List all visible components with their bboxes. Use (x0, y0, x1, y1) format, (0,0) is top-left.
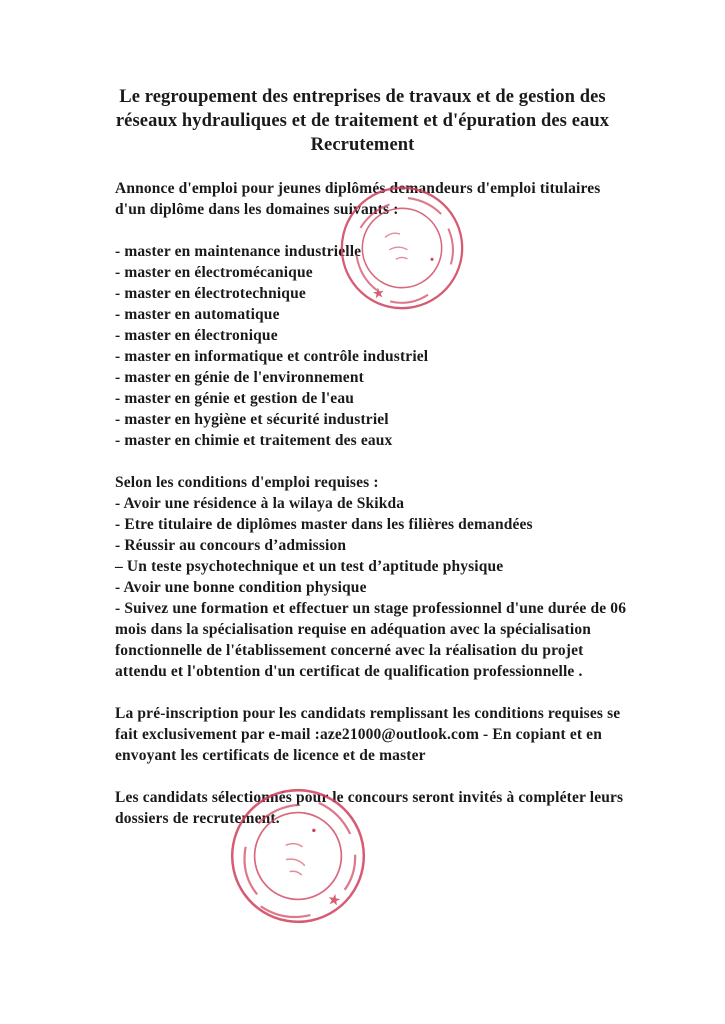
document-body (115, 178, 635, 829)
domain-item: - master en électrotechnique (115, 285, 306, 302)
conditions-heading: Selon les conditions d'emploi requises : (115, 474, 379, 491)
condition-line: - Avoir une résidence à la wilaya de Skikda (115, 495, 405, 512)
spacer (115, 682, 635, 703)
intro-line: d'un diplôme dans les domaines suivants : (115, 201, 399, 218)
document-title (90, 85, 635, 157)
condition-line: - Etre titulaire de diplômes master dans les filières demandées (115, 516, 533, 533)
domain-item: - master en électronique (115, 327, 278, 344)
condition-line: - Réussir au concours d’admission (115, 537, 347, 554)
domain-item: - master en automatique (115, 306, 280, 323)
title-line: Le regroupement des entreprises de travaux et de gestion des (119, 87, 606, 107)
domain-item: - master en informatique et contrôle industriel (115, 348, 429, 365)
svg-text:★: ★ (325, 889, 343, 911)
registration-line: La pré-inscription pour les candidats remplissant les conditions requises se (115, 705, 621, 722)
domains-list (115, 241, 635, 451)
closing-section (115, 787, 635, 829)
condition-line: - Suivez une formation et effectuer un stage professionnel d'une durée de 06 (115, 600, 627, 617)
registration-line: envoyant les certificats de licence et de master (115, 747, 426, 764)
spacer (115, 451, 635, 472)
announcement-intro (115, 178, 635, 220)
closing-line: Les candidats sélectionnés pour le concours seront invités à compléter leurs (115, 789, 624, 806)
condition-line: – Un teste psychotechnique et un test d’aptitude physique (115, 558, 504, 575)
title-heading-recrutement: Recrutement (310, 135, 415, 155)
condition-line: fonctionnelle de l'établissement concerné avec la réalisation du projet (115, 642, 584, 659)
domain-item: - master en génie et gestion de l'eau (115, 390, 355, 407)
condition-line: mois dans la spécialisation requise en adéquation avec la spécialisation (115, 621, 591, 638)
closing-line: dossiers de recrutement. (115, 810, 280, 827)
spacer (115, 766, 635, 787)
conditions-section (115, 472, 635, 682)
registration-line: fait exclusivement par e-mail :aze21000@outlook.com - En copiant et en (115, 726, 602, 743)
registration-section (115, 703, 635, 766)
spacer (115, 220, 635, 241)
domain-item: - master en génie de l'environnement (115, 369, 364, 386)
svg-text:★: ★ (371, 284, 386, 303)
intro-line: Annonce d'emploi pour jeunes diplômés demandeurs d'emploi titulaires (115, 180, 601, 197)
title-line: réseaux hydrauliques et de traitement et d'épuration des eaux (115, 111, 610, 131)
condition-line: attendu et l'obtention d'un certificat de qualification professionnelle . (115, 663, 583, 680)
domain-item: - master en électromécanique (115, 264, 313, 281)
domain-item: - master en chimie et traitement des eaux (115, 432, 393, 449)
condition-line: - Avoir une bonne condition physique (115, 579, 367, 596)
domain-item: - master en maintenance industrielle (115, 243, 362, 260)
domain-item: - master en hygiène et sécurité industriel (115, 411, 389, 428)
